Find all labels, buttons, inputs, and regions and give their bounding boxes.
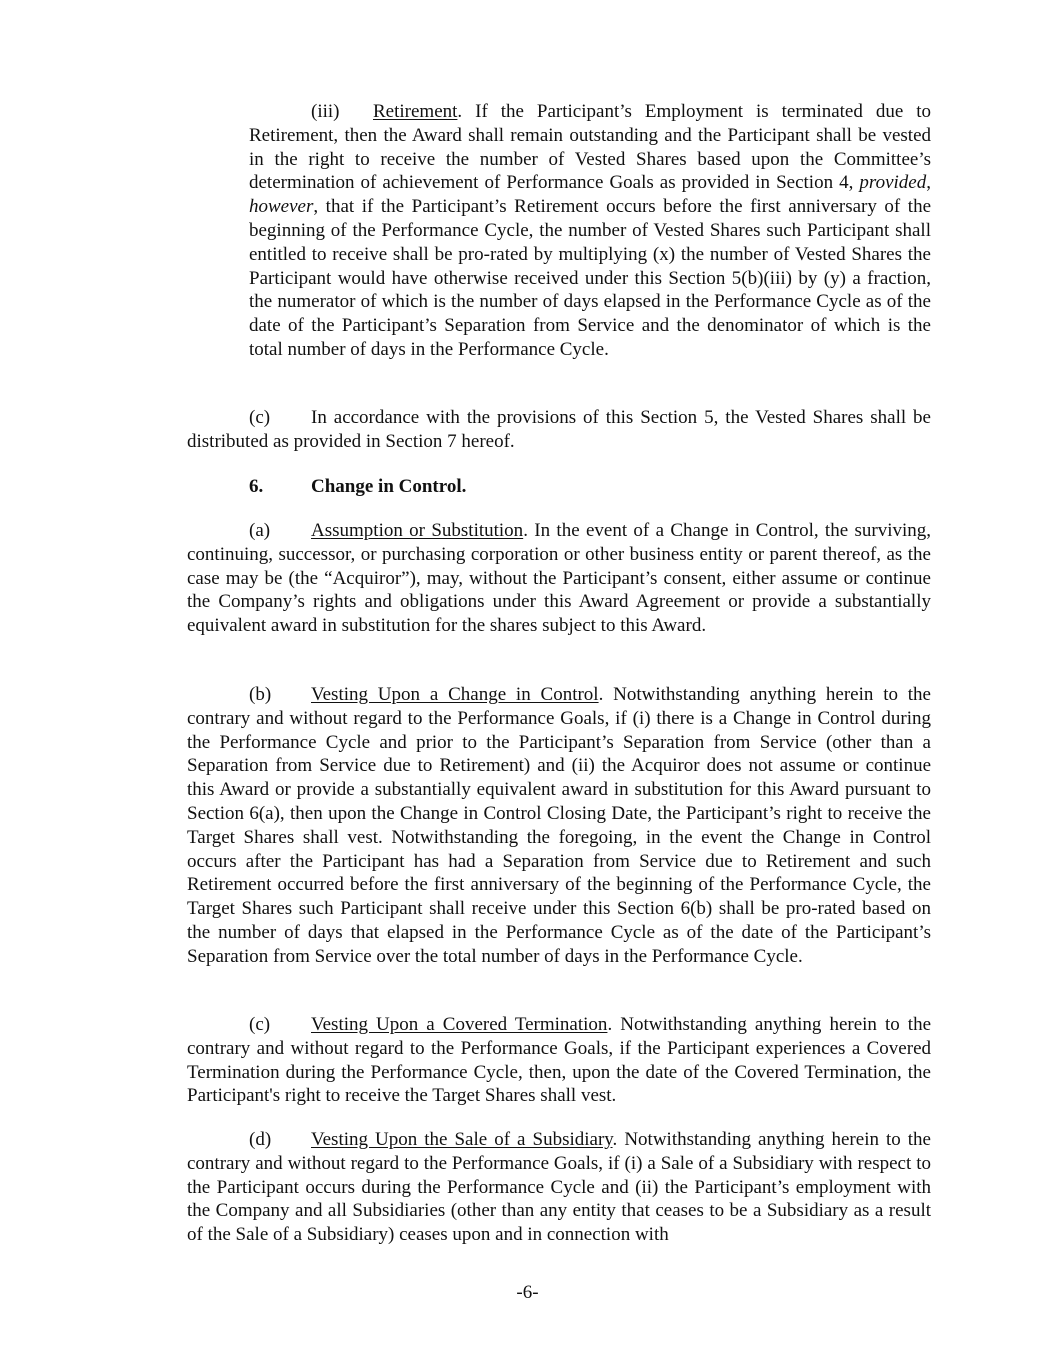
paragraph-text: . Notwithstanding anything herein to the contrary and without regard to the Performance Goals, if the Participant experiences a Covered Termination during the Performance Cycle, then, upon the date of the Covered Termination, the Participant's right to receive the Target Shares shall vest. [187, 1014, 932, 1107]
paragraph-title: Vesting Upon the Sale of a Subsidiary [311, 1129, 613, 1150]
paragraph-number: (b) [249, 684, 272, 705]
page-number: -6- [516, 1282, 539, 1303]
paragraph-5b-iii: (iii) Retirement. If the Participant’s Employment is terminated due to Retirement, then the Award shall remain outstanding and the Participant shall be vested in the right to receive the number of Vested Shares based upon the Committee’s determination of achievement of Performance Goals as provided in Section 4, provided, however, that if the Participant’s Retirement occurs before the first anniversary of the beginning of the Performance Cycle, the number of Vested Shares such Participant shall entitled to receive shall be pro-rated by multiplying (x) the number of Vested Shares the Participant would have otherwise received under this Section 5(b)(iii) by (y) a fraction, the numerator of which is the number of days elapsed in the Performance Cycle as of the date of the Participant’s Separation from Service and the denominator of which is the total number of days in the Performance Cycle. [249, 101, 931, 360]
paragraph-6d [187, 1128, 931, 1247]
paragraph-title: Retirement [373, 101, 458, 122]
paragraph-6a [187, 519, 931, 638]
paragraph-text: . Notwithstanding anything herein to the contrary and without regard to the Performance Goals, if (i) there is a Change in Control during the Performance Cycle and prior to the Participant’s Separation from Service (other than a Separation from Service due to Retirement) and (ii) the Acquiror does not assume or continue this Award or provide a substantially equivalent award in substitution for this Award pursuant to Section 6(a), then upon the Change in Control Closing Date, the Participant’s right to receive the Target Shares shall vest. Notwithstanding the foregoing, in the event the Change in Control occurs after the Participant has had a Separation from Service due to Retirement and such Retirement occurred before the first anniversary of the beginning of the Performance Cycle, the Target Shares such Participant shall receive under this Section 6(b) shall be pro-rated based on the number of days that elapsed in the Performance Cycle as of the date of the Participant’s Separation from Service over the total number of days in the Performance Cycle. [187, 684, 931, 967]
paragraph-text: In accordance with the provisions of this Section 5, the Vested Shares shall be distributed as provided in Section 7 hereof. [187, 407, 931, 452]
paragraph-5c [187, 406, 931, 454]
section-6-heading [249, 475, 466, 499]
paragraph-6b [187, 683, 931, 969]
paragraph-number: (c) [249, 1014, 271, 1035]
paragraph-text: . In the event of a Change in Control, the surviving, continuing, successor, or purchasing corporation or other business entity or parent thereof, as the case may be (the “Acquiror”), may, without the Participant’s consent, either assume or continue the Company’s rights and obligations under this Award Agreement or provide a substantially equivalent award in substitution for the shares subject to this Award. [187, 520, 932, 637]
paragraph-number: (iii) [311, 101, 340, 122]
paragraph-number: (c) [249, 407, 271, 428]
paragraph-number: (a) [249, 520, 271, 541]
paragraph-title: Vesting Upon a Covered Termination [311, 1014, 608, 1035]
section-number: 6. [249, 476, 264, 497]
paragraph-number: (d) [249, 1129, 272, 1150]
paragraph-title: Assumption or Substitution [311, 520, 524, 541]
paragraph-title: Vesting Upon a Change in Control [311, 684, 599, 705]
paragraph-6c [187, 1013, 931, 1108]
paragraph-text: . Notwithstanding anything herein to the contrary and without regard to the Performance Goals, if (i) a Sale of a Subsidiary with respect to the Participant occurs during the Performance Cycle and (ii) the Participant’s employment with the Company and all Subsidiaries (other than any entity that ceases to be a Subsidiary as a result of the Sale of a Subsidiary) ceases upon and in connection with [187, 1129, 931, 1246]
section-title: Change in Control. [311, 476, 467, 497]
